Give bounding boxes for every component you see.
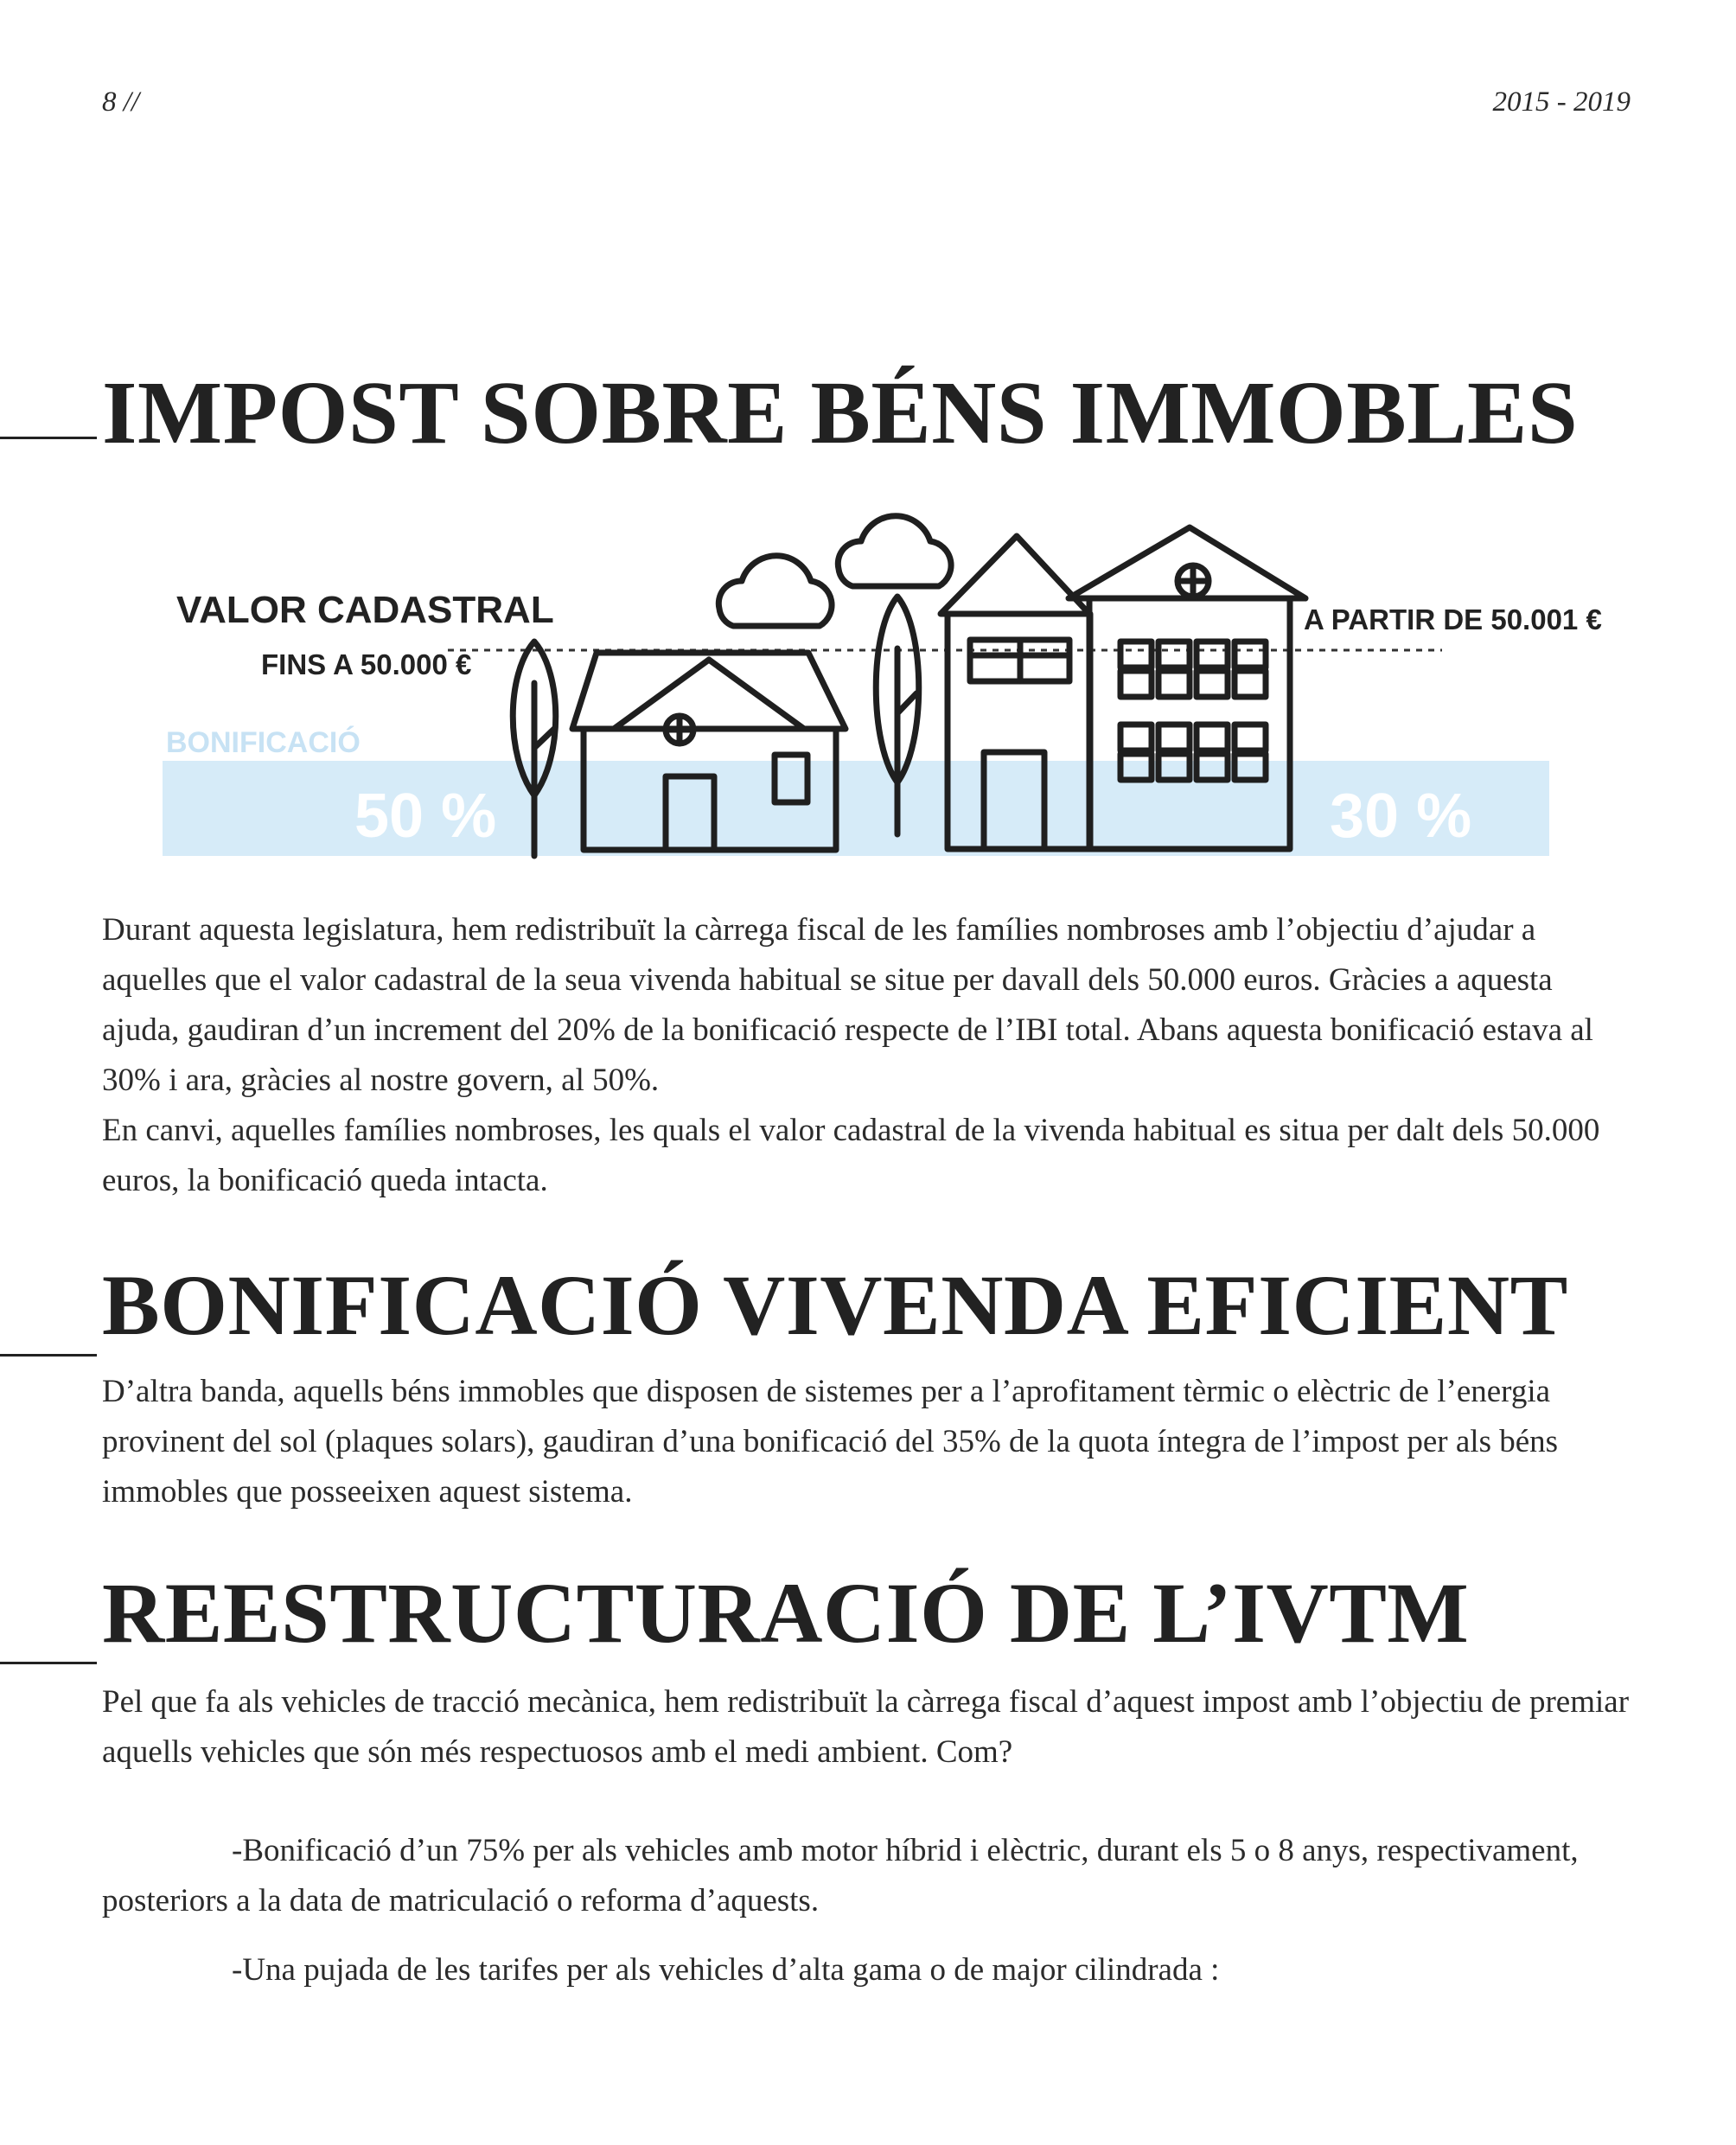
list-item: -Una pujada de les tarifes per als vehicles d’alta gama o de major cilindrada :	[232, 1952, 1220, 1988]
section-title-ibi: IMPOST SOBRE BÉNS IMMOBLES	[102, 363, 1579, 463]
paragraph: D’altra banda, aquells béns immobles que disposen de sistemes per a l’aprofitament tèrmic o elèctric de l’energia provinent del sol (plaques solars), gaudiran d’una bonificació del 35% de la quota íntegra de l’impost per als béns immobles que posseeixen aquest sistema.	[102, 1374, 1559, 1510]
bonus-label: BONIFICACIÓ	[166, 726, 361, 759]
above-label: A PARTIR DE 50.001 €	[1304, 603, 1602, 635]
cloud-icon	[718, 556, 832, 626]
page-number: 8 //	[102, 86, 140, 118]
limit-label: FINS A 50.000 €	[261, 648, 472, 680]
bonus-pct-left: 50 %	[354, 782, 497, 851]
heading-rule	[0, 437, 97, 439]
paragraph: Durant aquesta legislatura, hem redistribuït la càrrega fiscal de les famílies nombroses amb l’objectiu d’ajudar a aquelles que el valor cadastral de la seua vivenda habitual se situe per davall dels 50.000 euros. Gràcies a aquesta ajuda, gaudiran d’un increment del 20% de la bonificació respecte de l’IBI total. Abans aquesta bonificació estava al 30% i ara, gràcies al nostre govern, al 50%.	[102, 912, 1593, 1098]
paragraph: En canvi, aquelles famílies nombroses, les quals el valor cadastral de la vivenda habitual es situa per dalt dels 50.000 euros, la bonificació queda intacta.	[102, 1113, 1600, 1198]
value-label: VALOR CADASTRAL	[176, 589, 554, 631]
heading-rule	[0, 1662, 97, 1664]
bonus-pct-right: 30 %	[1330, 782, 1472, 851]
ibi-text	[102, 905, 1632, 1206]
cloud-icon	[838, 516, 951, 586]
list-item: -Bonificació d’un 75% per als vehicles amb motor híbrid i elèctric, durant els 5 o 8 anys, respectivament, posteriors a la data de matriculació o reforma d’aquests.	[102, 1833, 1579, 1918]
paragraph: Pel que fa als vehicles de tracció mecànica, hem redistribuït la càrrega fiscal d’aquest impost amb l’objectiu de premiar aquells vehicles que són més respectuosos amb el medi ambient. Com?	[102, 1684, 1630, 1770]
page-years: 2015 - 2019	[1492, 86, 1631, 118]
cadastral-value-infographic	[0, 501, 1736, 865]
section-title-ivtm: REESTRUCTURACIÓ DE L’IVTM	[102, 1565, 1470, 1661]
section-title-efficient-home: BONIFICACIÓ VIVENDA EFICIENT	[102, 1257, 1568, 1353]
heading-rule	[0, 1354, 97, 1357]
